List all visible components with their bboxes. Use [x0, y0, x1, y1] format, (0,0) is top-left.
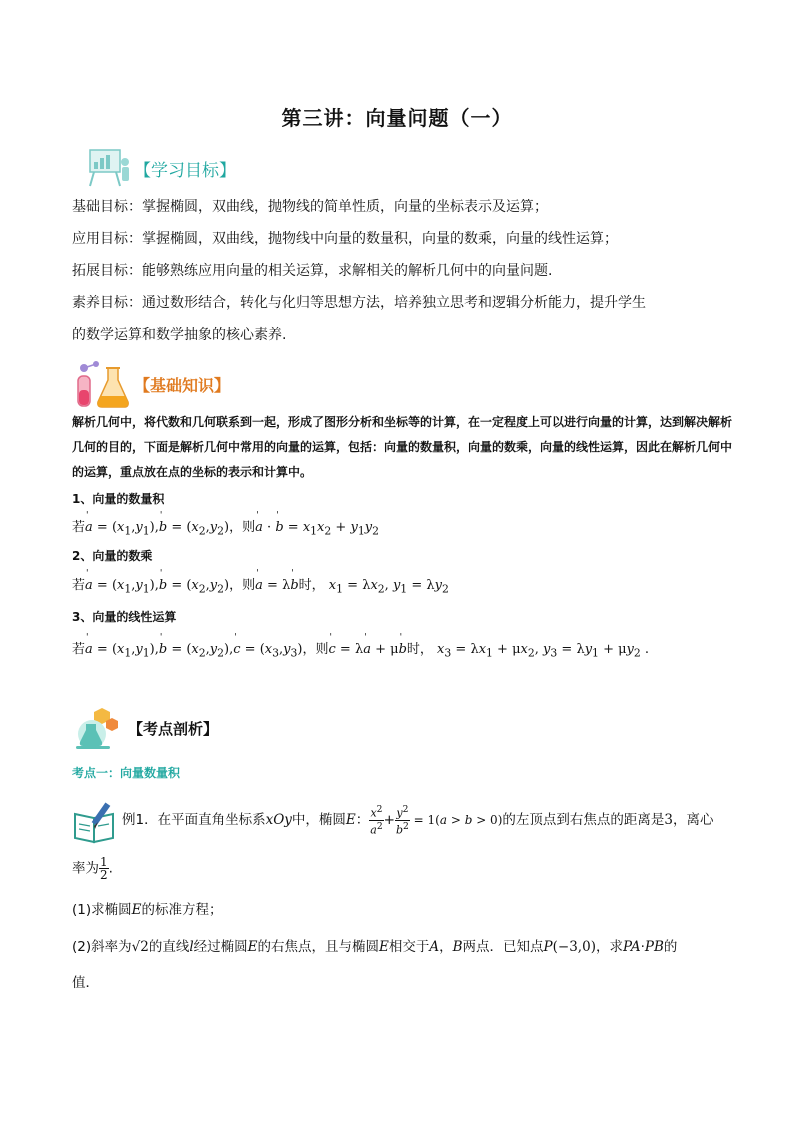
basics-heading-2: 2、向量的数乘: [72, 549, 153, 563]
analysis-label: 【考点剖析】: [128, 719, 219, 738]
lab-flask-icon: [74, 358, 132, 410]
chemistry-badge-icon: [74, 706, 120, 750]
goal-line-3: 拓展目标：能够熟练应用向量的相关运算，求解相关的解析几何中的向量问题.: [72, 263, 553, 279]
example-1-question-2: (2)斜率为√2的直线l经过椭圆E的右焦点，且与椭圆E相交于A，B两点．已知点P(−3,0)，求PA·PB的: [72, 939, 678, 955]
book-pencil-icon: [72, 800, 118, 844]
presentation-board-icon: [84, 148, 132, 188]
basics-header: [74, 358, 230, 410]
example-1-question-1: (1)求椭圆E的标准方程；: [72, 902, 223, 918]
goals-header: [84, 148, 236, 188]
example-1-line-2: 率为 $\frac{1}{2}$ .: [72, 855, 113, 882]
page-title: 第三讲：向量问题（一）: [281, 106, 513, 130]
example-1-line-1: 例1．在平面直角坐标系xOy中，椭圆E： $\frac{x^2}{a^2}$ + $\frac{y^2}{b^2}$ = 1(a > b > 0)的左顶点到右焦点的距离是3，离心: [122, 804, 714, 837]
goal-line-5: 的数学运算和数学抽象的核心素养.: [72, 327, 287, 343]
formula-scalar-mult: 若' $a = (x_1,y_1),'$ $b = (x_2,y_2)$，则' a = λ' b时， $x_1 = \lambda x_2$, $y_1 = \lambda y_2$: [72, 574, 449, 596]
goal-line-1: 基础目标：掌握椭圆，双曲线，抛物线的简单性质，向量的坐标表示及运算；: [72, 199, 548, 215]
formula-dot-product: 若' $a = (x_1,y_1),'$ $b = (x_2,y_2)$，则' a · ' $b = x_1x_2 + y_1y_2$: [72, 516, 379, 538]
goal-line-2: 应用目标：掌握椭圆，双曲线，抛物线中向量的数量积，向量的数乘，向量的线性运算；: [72, 231, 618, 247]
goal-line-4: 素养目标：通过数形结合，转化与化归等思想方法，培养独立思考和逻辑分析能力，提升学生: [72, 295, 646, 311]
example-1-question-2-end: 值．: [72, 975, 99, 991]
basics-heading-1: 1、向量的数量积: [72, 492, 165, 506]
goals-label: 【学习目标】: [134, 160, 236, 181]
basics-label: 【基础知识】: [134, 375, 231, 395]
key-point-title: 考点一：向量数量积: [72, 766, 181, 780]
basics-heading-3: 3、向量的线性运算: [72, 610, 177, 624]
analysis-header: [74, 706, 218, 750]
basics-intro: 解析几何中，将代数和几何联系到一起，形成了图形分析和坐标等的计算，在一定程度上可以进行向量的计算，达到解决解析几何的目的，下面是解析几何中常用的向量的运算，包括：向量的数量积，向量的数乘，向量的线性运算，因此在解析几何中的运算，重点放在点的坐标的表示和计算中。: [72, 415, 733, 479]
formula-linear-op: 若' $a = (x_1,y_1),'$ $b = (x_2,y_2),'$ $c = (x_3,y_3)$，则' c = λ' a + μ' b时， $x_3 = \lambda x_1 + \mu x_2$, $y_3 = \lambda y_1 + \mu y_2$ .: [72, 638, 649, 660]
